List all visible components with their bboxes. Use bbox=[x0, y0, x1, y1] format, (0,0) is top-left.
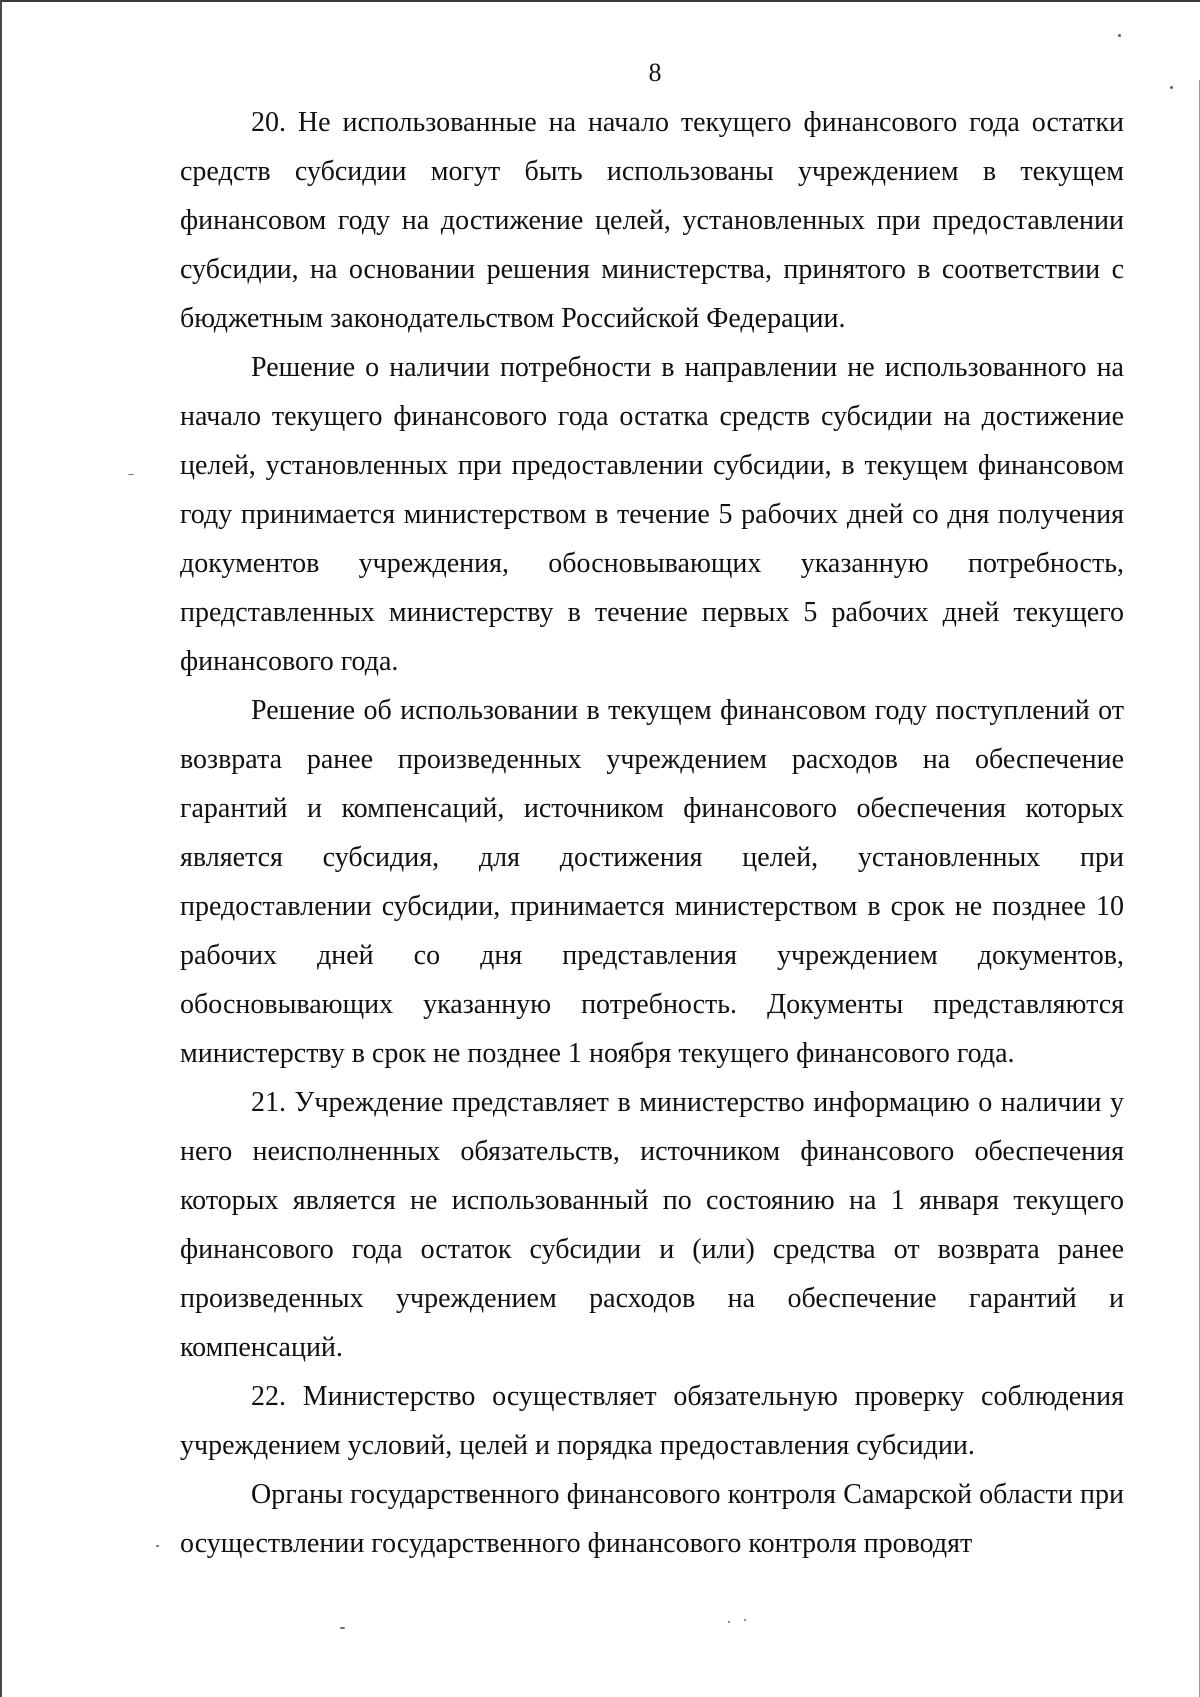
scan-edge-left bbox=[0, 0, 2, 1697]
scan-speck bbox=[1118, 34, 1121, 37]
paragraph-decision-remainder: Решение о наличии потребности в направлении не использованного на начало текущего финансового года остатка средств субсидии на достижение целей, установленных при предоставлении субсидии, в текущем финансовом году принимается министерством в течение 5 рабочих дней со дня получения документов учреждения, обосновывающих указанную потребность, представленных министерству в течение первых 5 рабочих дней текущего финансового года. bbox=[180, 352, 1124, 677]
paragraph-21: 21. Учреждение представляет в министерство информацию о наличии у него неисполненных обязательств, источником финансового обеспечения которых является не использованный по состоянию на 1 января текущего финансового года остаток субсидии и (или) средства от возврата ранее произведенных учреждением расходов на обеспечение гарантий и компенсаций. bbox=[180, 1087, 1124, 1363]
scan-speck bbox=[156, 1545, 159, 1547]
scan-speck bbox=[728, 1621, 730, 1623]
document-body bbox=[180, 98, 1124, 1568]
scan-speck bbox=[340, 1627, 345, 1629]
scan-speck bbox=[128, 474, 134, 475]
paragraph-financial-control: Органы государственного финансового контроля Самарской области при осуществлении государственного финансового контроля проводят bbox=[180, 1479, 1124, 1559]
scan-speck bbox=[744, 1619, 746, 1621]
scan-edge-top bbox=[0, 0, 1200, 2]
paragraph-22: 22. Министерство осуществляет обязательную проверку соблюдения учреждением условий, целей и порядка предоставления субсидии. bbox=[180, 1381, 1124, 1461]
paragraph-20: 20. Не использованные на начало текущего финансового года остатки средств субсидии могут быть использованы учреждением в текущем финансовом году на достижение целей, установленных при предоставлении субсидии, на основании решения министерства, принятого в соответствии с бюджетным законодательством Российской Федерации. bbox=[180, 107, 1124, 334]
paragraph-decision-refunds: Решение об использовании в текущем финансовом году поступлений от возврата ранее произведенных учреждением расходов на обеспечение гарантий и компенсаций, источником финансового обеспечения которых является субсидия, для достижения целей, установленных при предоставлении субсидии, принимается министерством в срок не позднее 10 рабочих дней со дня представления учреждением документов, обосновывающих указанную потребность. Документы представляются министерству в срок не позднее 1 ноября текущего финансового года. bbox=[180, 695, 1124, 1069]
page-number: 8 bbox=[648, 58, 662, 87]
